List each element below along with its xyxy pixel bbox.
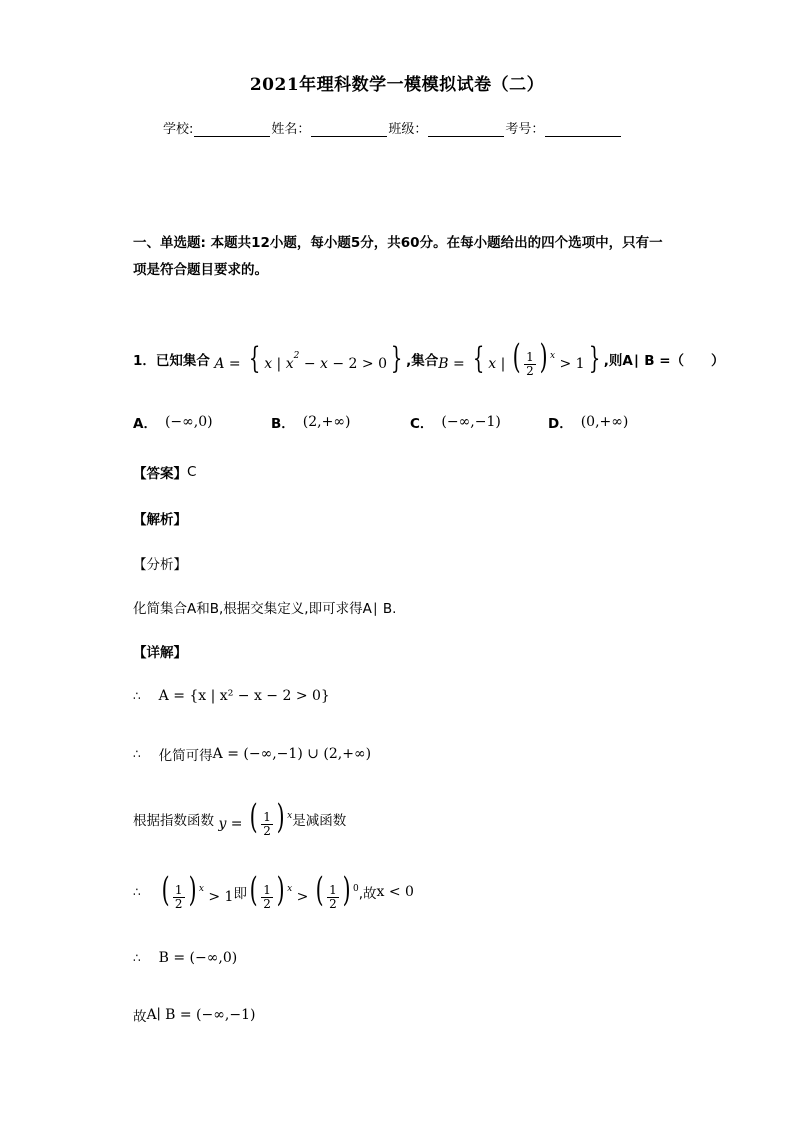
- step-4: [133, 870, 414, 911]
- option-a[interactable]: A． (−∞,0): [133, 414, 213, 432]
- step-4-end: x < 0: [376, 883, 414, 900]
- answer-label: 【答案】: [133, 466, 187, 482]
- stem-prefix: 已知集合: [155, 352, 210, 369]
- answer-value: C: [187, 464, 197, 480]
- step-5-math: B = (−∞,0): [158, 950, 238, 966]
- stem-suffix: ,则: [603, 352, 623, 369]
- therefore-symbol: ∴: [133, 884, 143, 899]
- step-4-mid: 即: [233, 885, 247, 902]
- set-a-formula: A = { x | $x^2 - x - 2 > 0$ }: [209, 340, 403, 376]
- question-1-stem: [133, 337, 725, 378]
- analysis-heading: 【解析】: [133, 512, 187, 528]
- info-label-name: 姓名：: [271, 122, 311, 137]
- school-blank[interactable]: [194, 121, 270, 137]
- name-blank[interactable]: [311, 121, 387, 137]
- step-2-math: A = (−∞,−1) ∪ (2,+∞): [212, 746, 372, 762]
- step-6-math: A∣ B = (−∞,−1): [146, 1007, 256, 1023]
- option-d[interactable]: D． (0,+∞): [548, 414, 629, 432]
- page-title: 2021年理科数学一模模拟试卷（二）: [249, 75, 545, 95]
- stem-mid: ,集合: [406, 352, 439, 369]
- info-label-exam-number: 考号：: [505, 122, 545, 137]
- step-3-math: y = ( $\frac{1}{2}$ ) $^x$: [214, 797, 293, 838]
- step-4-math-b: ( $\frac{1}{2}$ ) $^x$ > ( $\frac{1}{2}$ ) $^0$: [249, 870, 359, 911]
- option-c[interactable]: C． (−∞,−1): [410, 414, 501, 432]
- option-b[interactable]: B． (2,+∞): [271, 414, 351, 432]
- fenxi-text: 化简集合A和B,根据交集定义,即可求得A∣ B.: [133, 601, 397, 617]
- step-3: [133, 797, 347, 838]
- step-6-prefix: 故: [133, 1009, 147, 1025]
- info-label-class: 班级：: [388, 122, 428, 137]
- step-4-tail: ,故: [358, 885, 377, 902]
- therefore-symbol: ∴: [133, 689, 143, 703]
- class-blank[interactable]: [428, 121, 504, 137]
- step-4-math-a: ( $\frac{1}{2}$ ) $^x$ > 1: [161, 870, 234, 911]
- step-2: [133, 744, 371, 764]
- step-1: [133, 688, 330, 704]
- step-3-suffix: 是减函数: [292, 812, 347, 829]
- exam-number-blank[interactable]: [545, 121, 621, 137]
- detail-heading: 【详解】: [133, 645, 187, 661]
- fenxi-heading: 【分析】: [133, 557, 187, 573]
- therefore-symbol: ∴: [133, 951, 143, 965]
- therefore-symbol: ∴: [133, 747, 143, 761]
- section-heading: 一、单选题: 本题共12小题，每小题5分，共60分。在每小题给出的四个选项中，只有一项是符合题目要求的。: [133, 235, 663, 278]
- info-label-school: 学校:: [163, 122, 194, 137]
- answer-line: [133, 462, 196, 482]
- step-1-math: A = {x | x² − x − 2 > 0}: [158, 688, 330, 704]
- step-5: [133, 950, 237, 966]
- stem-tail: A∣ B =（ ）: [622, 352, 725, 369]
- set-b-formula: B = { x | ( $\frac{1}{2}$ ) $^x$ > 1 }: [438, 337, 600, 378]
- question-number: 1．: [133, 352, 156, 369]
- student-info-row: [163, 118, 622, 137]
- step-3-prefix: 根据指数函数: [133, 812, 214, 829]
- step-2-text: 化简可得: [158, 748, 213, 764]
- step-6: [133, 1005, 255, 1025]
